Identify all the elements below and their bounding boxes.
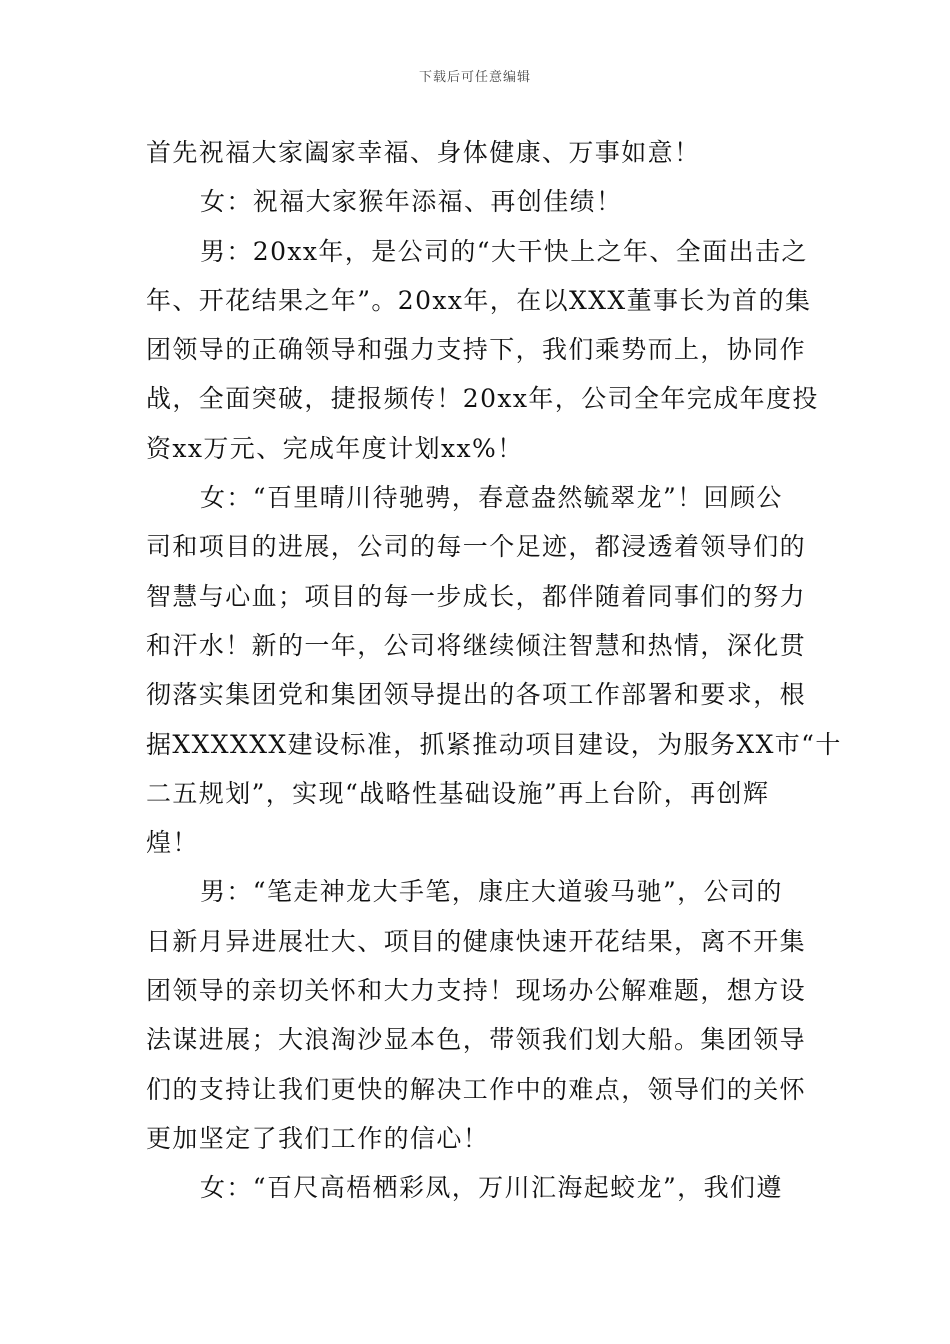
paragraph-start: 男：20xx年，是公司的“大干快上之年、全面出击之 bbox=[200, 236, 808, 266]
text-line: 和汗水！新的一年，公司将继续倾注智慧和热情，深化贯 bbox=[146, 630, 807, 660]
text-line: 年、开花结果之年”。20xx年，在以XXX董事长为首的集 bbox=[146, 285, 812, 315]
text-line: 更加坚定了我们工作的信心！ bbox=[146, 1123, 490, 1153]
text-line: 彻落实集团党和集团领导提出的各项工作部署和要求，根 bbox=[146, 680, 807, 710]
paragraph-start: 男：“笔走神龙大手笔，康庄大道骏马驰”，公司的 bbox=[200, 877, 783, 907]
paragraph-start: 女：祝福大家猴年添福、再创佳绩！ bbox=[200, 187, 623, 217]
text-line: 日新月异进展壮大、项目的健康快速开花结果，离不开集 bbox=[146, 926, 807, 956]
page-header: 下载后可任意编辑 bbox=[418, 70, 531, 85]
text-line: 首先祝福大家阖家幸福、身体健康、万事如意！ bbox=[146, 138, 701, 167]
paragraph-start: 女：“百里晴川待驰骋，春意盎然毓翠龙”！回顾公 bbox=[200, 483, 783, 513]
text-line: 资xx万元、完成年度计划xx%！ bbox=[146, 433, 524, 463]
text-line: 据XXXXXX建设标准，抓紧推动项目建设，为服务XX市“十 bbox=[146, 729, 842, 759]
paragraph-start: 女：“百尺高梧栖彩凤，万川汇海起蛟龙”，我们遵 bbox=[200, 1173, 783, 1203]
document-body bbox=[146, 128, 842, 1213]
text-line: 智慧与心血；项目的每一步成长，都伴随着同事们的努力 bbox=[146, 581, 807, 611]
text-line: 煌！ bbox=[146, 828, 199, 858]
text-line: 司和项目的进展，公司的每一个足迹，都浸透着领导们的 bbox=[146, 532, 807, 562]
text-line: 二五规划”，实现“战略性基础设施”再上台阶，再创辉 bbox=[146, 778, 770, 808]
text-line: 法谋进展；大浪淘沙显本色，带领我们划大船。集团领导 bbox=[146, 1025, 807, 1055]
text-line: 战，全面突破，捷报频传！20xx年，公司全年完成年度投 bbox=[146, 384, 819, 414]
text-line: 们的支持让我们更快的解决工作中的难点，领导们的关怀 bbox=[146, 1074, 807, 1104]
text-line: 团领导的亲切关怀和大力支持！现场办公解难题，想方设 bbox=[146, 976, 807, 1006]
text-line: 团领导的正确领导和强力支持下，我们乘势而上，协同作 bbox=[146, 335, 807, 365]
